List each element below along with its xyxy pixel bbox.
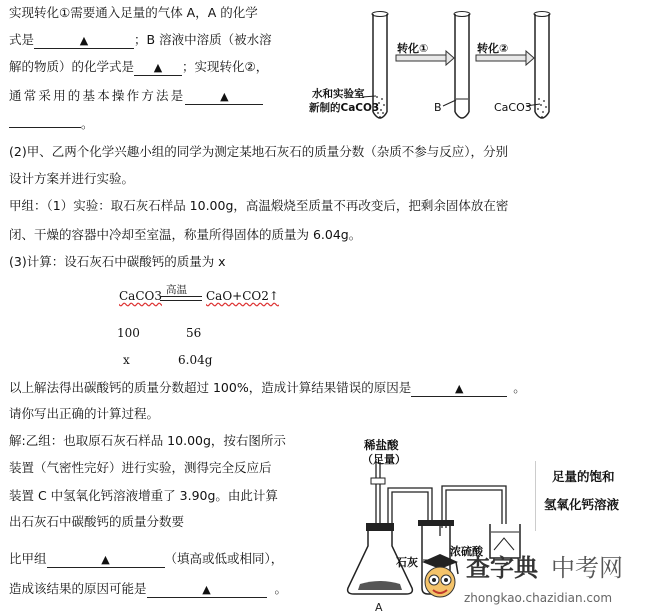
answer-blank-4[interactable] [411,381,507,397]
side-label-box [535,461,640,531]
limestone-label: 石灰 [396,556,418,569]
q1-line4 [9,88,263,105]
q1-line2 [9,32,272,49]
q3-line1-text: 以上解法得出碳酸钙的质量分数超过 100%，造成计算结果错误的原因是 [9,380,412,395]
acid-label-line1: 稀盐酸 [364,438,399,452]
acid-label-line2: （足量） [362,453,406,466]
sulfuric-acid-label: 浓硫酸 [450,545,483,558]
side-label-line1: 足量的饱和 [552,469,615,484]
blank-marker: ▲ [220,90,229,103]
answer-blank-1[interactable] [34,33,134,49]
tube-2-label: B [434,101,442,114]
equation-condition: 高温 [166,284,187,296]
q2-line3: 甲组：（1）实验：取石灰石样品 10.00g，高温煅烧至质量不再改变后，把剩余固体放在密 [9,198,509,213]
q3-line7-end: （填高或低或相同）， [164,551,284,566]
arrow-label-2: 转化② [477,42,509,55]
equation-mass-caco3: 100 [117,326,140,340]
q1-period: 。 [81,116,94,131]
q2-line5: (3)计算：设石灰石中碳酸钙的质量为 x [9,254,226,269]
tube-1-label-line1: 水和实验室 [312,88,365,100]
side-label-line2: 氢氧化钙溶液 [544,497,620,512]
q1-line5 [9,116,94,132]
q3-line8 [9,581,287,598]
q3-line3: 解:乙组：也取原石灰石样品 10.00g，按右图所示 [9,433,286,448]
q3-line5: 装置 C 中氢氧化钙溶液增重了 3.90g。由此计算 [9,488,278,503]
tube-1-label-line2: 新制的CaCO3 [309,102,380,114]
q1-line2-start: 式是 [9,32,35,47]
q1-line3-end: ；实现转化②， [182,59,269,74]
blank-marker: ▲ [101,553,110,566]
site-watermark-logo [418,550,640,614]
answer-blank-5[interactable] [47,552,165,568]
blank-marker: ▲ [202,583,211,596]
test-tube-2 [454,12,470,119]
equation-mass-cao: 56 [186,326,202,340]
arrow-label-1: 转化① [397,42,429,55]
q2-line2: 设计方案并进行实验。 [9,171,135,186]
answer-blank-3-cont[interactable] [9,127,81,128]
q3-line7 [9,551,283,568]
answer-blank-6[interactable] [147,582,267,598]
q3-line6: 出石灰石中碳酸钙的质量分数要 [9,514,185,529]
watermark-tag: 中考网 [551,554,623,582]
equation-unknown-x: x [123,353,130,367]
q3-line2: 请你写出正确的计算过程。 [9,406,160,421]
test-tube-3 [534,12,550,119]
blank-marker: ▲ [79,34,89,47]
flask-label-a: A [375,601,383,614]
q3-line8-start: 造成该结果的原因可能是 [9,581,147,596]
equation-products: CaO+CO2↑ [206,289,279,303]
equation-arrow-line1 [160,296,202,297]
equation-reactant: CaCO3 [119,289,162,303]
equation-value: 6.04g [178,353,213,367]
answer-blank-2[interactable] [134,60,182,76]
watermark-site-name: 查字典 [466,554,538,582]
q1-line3 [9,59,268,76]
equation-arrow-line2 [160,300,202,301]
q1-line2-end: ；B 溶液中溶质（被水溶 [134,32,272,47]
q3-line8-end: 。 [274,581,288,596]
q3-line1 [9,380,526,397]
q2-line1: (2)甲、乙两个化学兴趣小组的同学为测定某地石灰石的质量分数（杂质不参与反应），分别 [9,144,508,159]
q3-line4: 装置（气密性完好）进行实验，测得完全反应后 [9,460,272,475]
mascot-icon [418,552,462,604]
blank-marker: ▲ [454,382,464,395]
tube-3-label: CaCO3 [494,101,532,114]
q1-line1: 实现转化①需要通入足量的气体 A，A 的化学 [9,5,258,20]
q1-line4-text: 通常采用的基本操作方法是 [9,88,186,103]
watermark-url: zhongkao.chazidian.com [464,591,613,605]
q3-line7-start: 比甲组 [9,551,47,566]
q1-line3-start: 解的物质）的化学式是 [9,59,135,74]
q3-line1-end: 。 [513,380,526,395]
answer-blank-3[interactable] [185,89,263,105]
blank-marker: ▲ [153,61,163,74]
q2-line4: 闭、干燥的容器中冷却至室温，称量所得固体的质量为 6.04g。 [9,227,362,242]
